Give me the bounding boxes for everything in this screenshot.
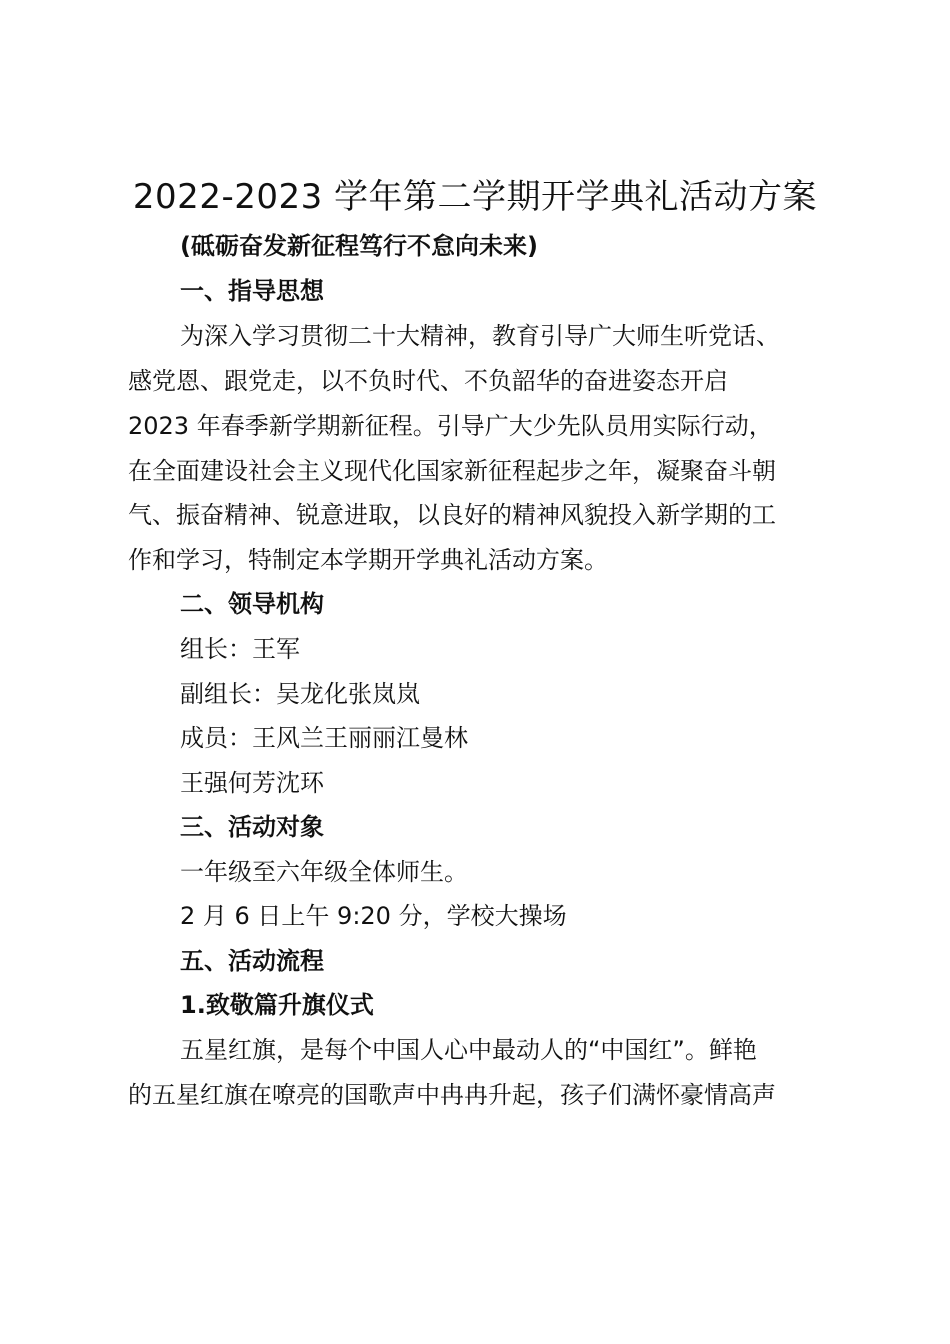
members-line: 成员：王风兰王丽丽江曼林 [180, 724, 468, 752]
document-subtitle: (砥砺奋发新征程笃行不怠向未来) [180, 232, 538, 260]
paragraph-line: 五星红旗，是每个中国人心中最动人的“中国红”。鲜艳 [180, 1036, 757, 1064]
paragraph-line: 2023 年春季新学期新征程。引导广大少先队员用实际行动， [128, 412, 773, 440]
paragraph-line: 感党恩、跟党走，以不负时代、不负韶华的奋进姿态开启 [128, 367, 728, 395]
paragraph-line: 气、振奋精神、锐意进取，以良好的精神风貌投入新学期的工 [128, 501, 776, 529]
deputy-leader-line: 副组长：吴龙化张岚岚 [180, 680, 420, 708]
step-heading-flag-raising: 1.致敬篇升旗仪式 [180, 991, 374, 1019]
audience-line: 一年级至六年级全体师生。 [180, 858, 468, 886]
section-heading-process: 五、活动流程 [180, 947, 324, 975]
paragraph-line: 为深入学习贯彻二十大精神，教育引导广大师生听党话、 [180, 322, 780, 350]
time-place-line: 2 月 6 日上午 9:20 分，学校大操场 [180, 902, 567, 930]
document-title: 2022-2023 学年第二学期开学典礼活动方案 [132, 177, 818, 217]
section-heading-leadership: 二、领导机构 [180, 590, 324, 618]
paragraph-line: 在全面建设社会主义现代化国家新征程起步之年，凝聚奋斗朝 [128, 457, 776, 485]
section-heading-audience: 三、活动对象 [180, 813, 324, 841]
paragraph-line: 的五星红旗在嘹亮的国歌声中冉冉升起，孩子们满怀豪情高声 [128, 1081, 776, 1109]
section-heading-guiding-ideology: 一、指导思想 [180, 277, 324, 305]
members-continued-line: 王强何芳沈环 [180, 769, 324, 797]
leader-line: 组长：王军 [180, 635, 300, 663]
paragraph-line: 作和学习，特制定本学期开学典礼活动方案。 [128, 546, 608, 574]
